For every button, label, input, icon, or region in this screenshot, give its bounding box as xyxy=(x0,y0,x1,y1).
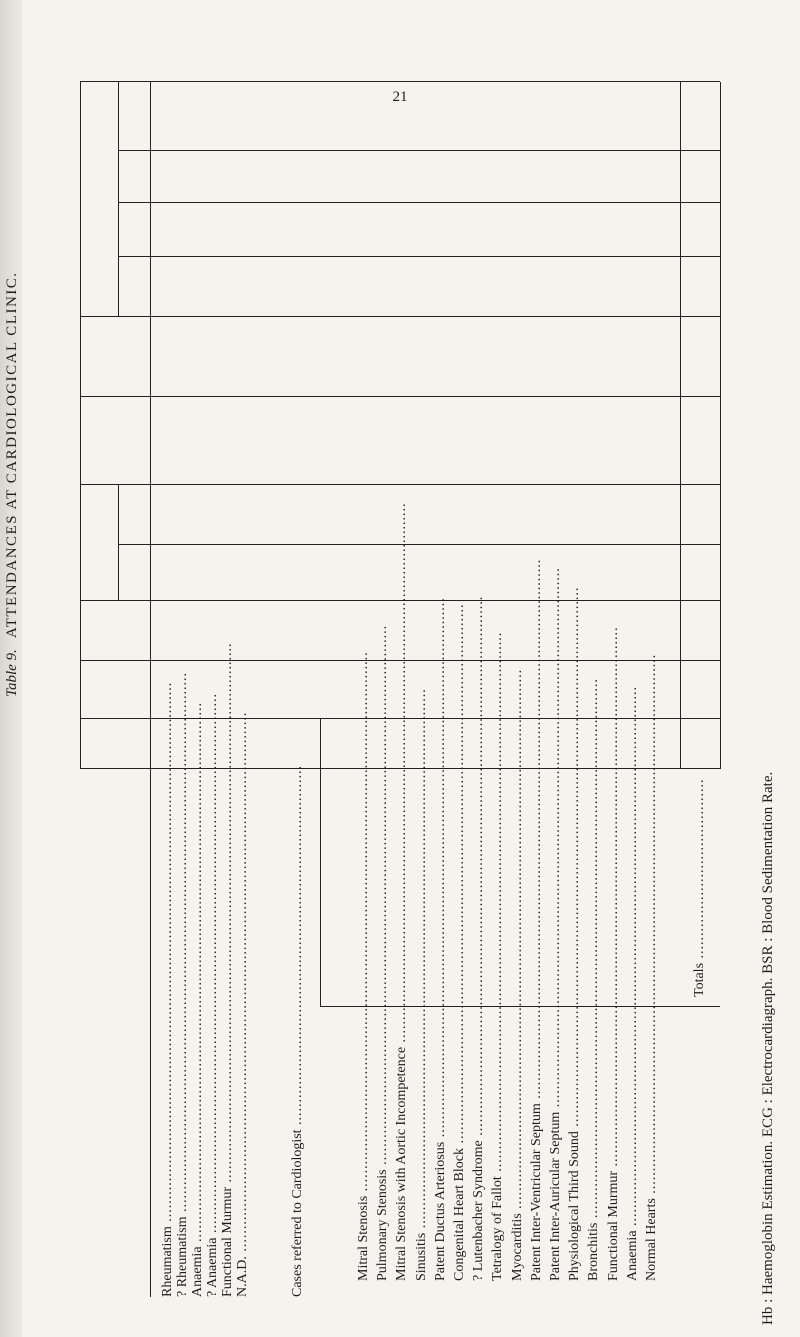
result-text: Mitral Stenosis with Aortic Incompetence xyxy=(394,1046,410,1281)
table-label: Table 9. xyxy=(4,649,20,697)
result-text: Congenital Heart Block xyxy=(452,1148,467,1281)
diagnosis-label xyxy=(235,711,250,1297)
table-caption xyxy=(4,271,21,697)
leader-dots: ........................................................................................................................ xyxy=(528,558,544,1104)
result-text: Tetralogy of Fallot xyxy=(490,1176,506,1281)
leader-dots: ........................................................................................................................ xyxy=(160,681,175,1227)
diagnosis-label xyxy=(190,701,205,1297)
result-text: Mitral Stenosis xyxy=(356,1195,371,1281)
diagnosis-text: Rheumatism xyxy=(160,1226,175,1297)
leader-dots: ........................................................................................................................ xyxy=(548,567,563,1112)
leader-dots: ........................................................................................................................ xyxy=(509,668,525,1214)
diagnosis-text: ? Rheumatism xyxy=(175,1216,190,1297)
result-text: ? Lutenbacher Syndrome xyxy=(471,1140,487,1281)
result-text: Anaemia xyxy=(624,1230,640,1281)
rule-top xyxy=(80,82,81,769)
cases-referred-text: Cases referred to Cardiologist xyxy=(290,1129,305,1297)
col-rule xyxy=(118,544,720,545)
page-number: 21 xyxy=(392,89,408,105)
col-rule xyxy=(80,81,720,82)
result-text: Physiological Third Sound xyxy=(567,1131,583,1281)
leader-dots: ................................................................................ xyxy=(290,764,305,1130)
result-label xyxy=(450,603,469,1281)
result-label xyxy=(623,685,642,1281)
col-rule xyxy=(80,396,720,397)
rule-section-b xyxy=(320,719,321,1007)
leader-dots: ........................................................................................................................ xyxy=(205,693,220,1238)
result-label xyxy=(469,595,488,1281)
diagnosis-label xyxy=(205,693,220,1297)
result-label xyxy=(565,586,584,1281)
leader-dots: ........................................................................................................................ xyxy=(644,653,659,1199)
result-text: Patent Inter-Ventricular Septum xyxy=(528,1103,544,1281)
leader-dots: ........................................ xyxy=(692,778,707,963)
table-title: ATTENDANCES AT CARDIOLOGICAL CLINIC. xyxy=(4,271,20,638)
result-label xyxy=(527,558,546,1281)
diagnosis-text: N.A.D. xyxy=(235,1256,250,1297)
leader-dots: ........................................................................................................................ xyxy=(490,631,506,1177)
result-text: Myocarditis xyxy=(509,1213,525,1281)
result-label xyxy=(373,624,392,1281)
leader-dots: ........................................................................................................................ xyxy=(471,595,487,1141)
rule-bottom xyxy=(720,82,721,769)
leader-dots: ........................................................................................................................ xyxy=(624,685,640,1231)
result-text: Sinusitis xyxy=(413,1232,429,1281)
result-text: Bronchitis xyxy=(586,1222,602,1281)
result-label xyxy=(431,597,450,1281)
diagnosis-text: Anaemia xyxy=(190,1246,205,1297)
col-rule xyxy=(80,484,720,485)
col-rule xyxy=(80,316,720,317)
rule-totals xyxy=(680,82,681,769)
diagnosis-text: Functional Murmur xyxy=(220,1186,235,1297)
result-label xyxy=(584,678,603,1281)
leader-dots: ........................................................................................................................ xyxy=(394,502,410,1047)
result-text: Pulmonary Stenosis xyxy=(375,1169,391,1281)
col-rule xyxy=(118,150,720,151)
result-label xyxy=(488,631,507,1281)
result-label xyxy=(604,626,623,1281)
result-text: Patent Inter-Auricular Septum xyxy=(548,1111,563,1281)
rule-header xyxy=(150,82,151,1297)
result-text: Patent Ductus Arteriosus xyxy=(432,1141,448,1281)
leader-dots: ........................................................................................................................ xyxy=(586,678,602,1223)
result-label xyxy=(412,688,431,1281)
leader-dots: ........................................................................................................................ xyxy=(375,624,391,1170)
diagnosis-text: ? Anaemia xyxy=(205,1237,220,1297)
result-text: Normal Hearts xyxy=(644,1198,659,1281)
leader-dots: ........................................................................................................................ xyxy=(190,701,205,1247)
abbreviation-footnote: Hb : Haemoglobin Estimation. ECG : Electrocardiagraph. BSR : Blood Sedimentation Rate. xyxy=(760,771,776,1325)
totals-label xyxy=(690,779,710,997)
result-label xyxy=(354,651,373,1281)
diagnosis-label xyxy=(220,642,235,1297)
diagnosis-label xyxy=(160,681,175,1297)
col-rule xyxy=(118,202,720,203)
leader-dots: ........................................................................................................................ xyxy=(235,711,250,1257)
result-label xyxy=(392,502,411,1281)
cases-referred-label xyxy=(290,764,305,1297)
result-label xyxy=(508,668,527,1281)
leader-dots: ........................................................................................................................ xyxy=(605,626,621,1171)
totals-text: Totals xyxy=(692,962,707,997)
leader-dots: ........................................................................................................................ xyxy=(175,672,190,1217)
rule-exercises xyxy=(118,485,119,601)
result-text: Functional Murmur xyxy=(605,1170,621,1281)
leader-dots: ........................................................................................................................ xyxy=(567,586,583,1132)
diagnosis-label xyxy=(175,672,190,1297)
leader-dots: ........................................................................................................................ xyxy=(356,651,371,1196)
result-label xyxy=(642,653,661,1281)
leader-dots: ........................................................................................................................ xyxy=(452,603,467,1149)
leader-dots: ........................................................................................................................ xyxy=(432,597,448,1142)
result-label xyxy=(546,567,565,1281)
leader-dots: ........................................................................................................................ xyxy=(413,688,429,1233)
col-rule xyxy=(118,256,720,257)
rule-referred xyxy=(118,82,119,317)
leader-dots: ........................................................................................................................ xyxy=(220,642,235,1187)
